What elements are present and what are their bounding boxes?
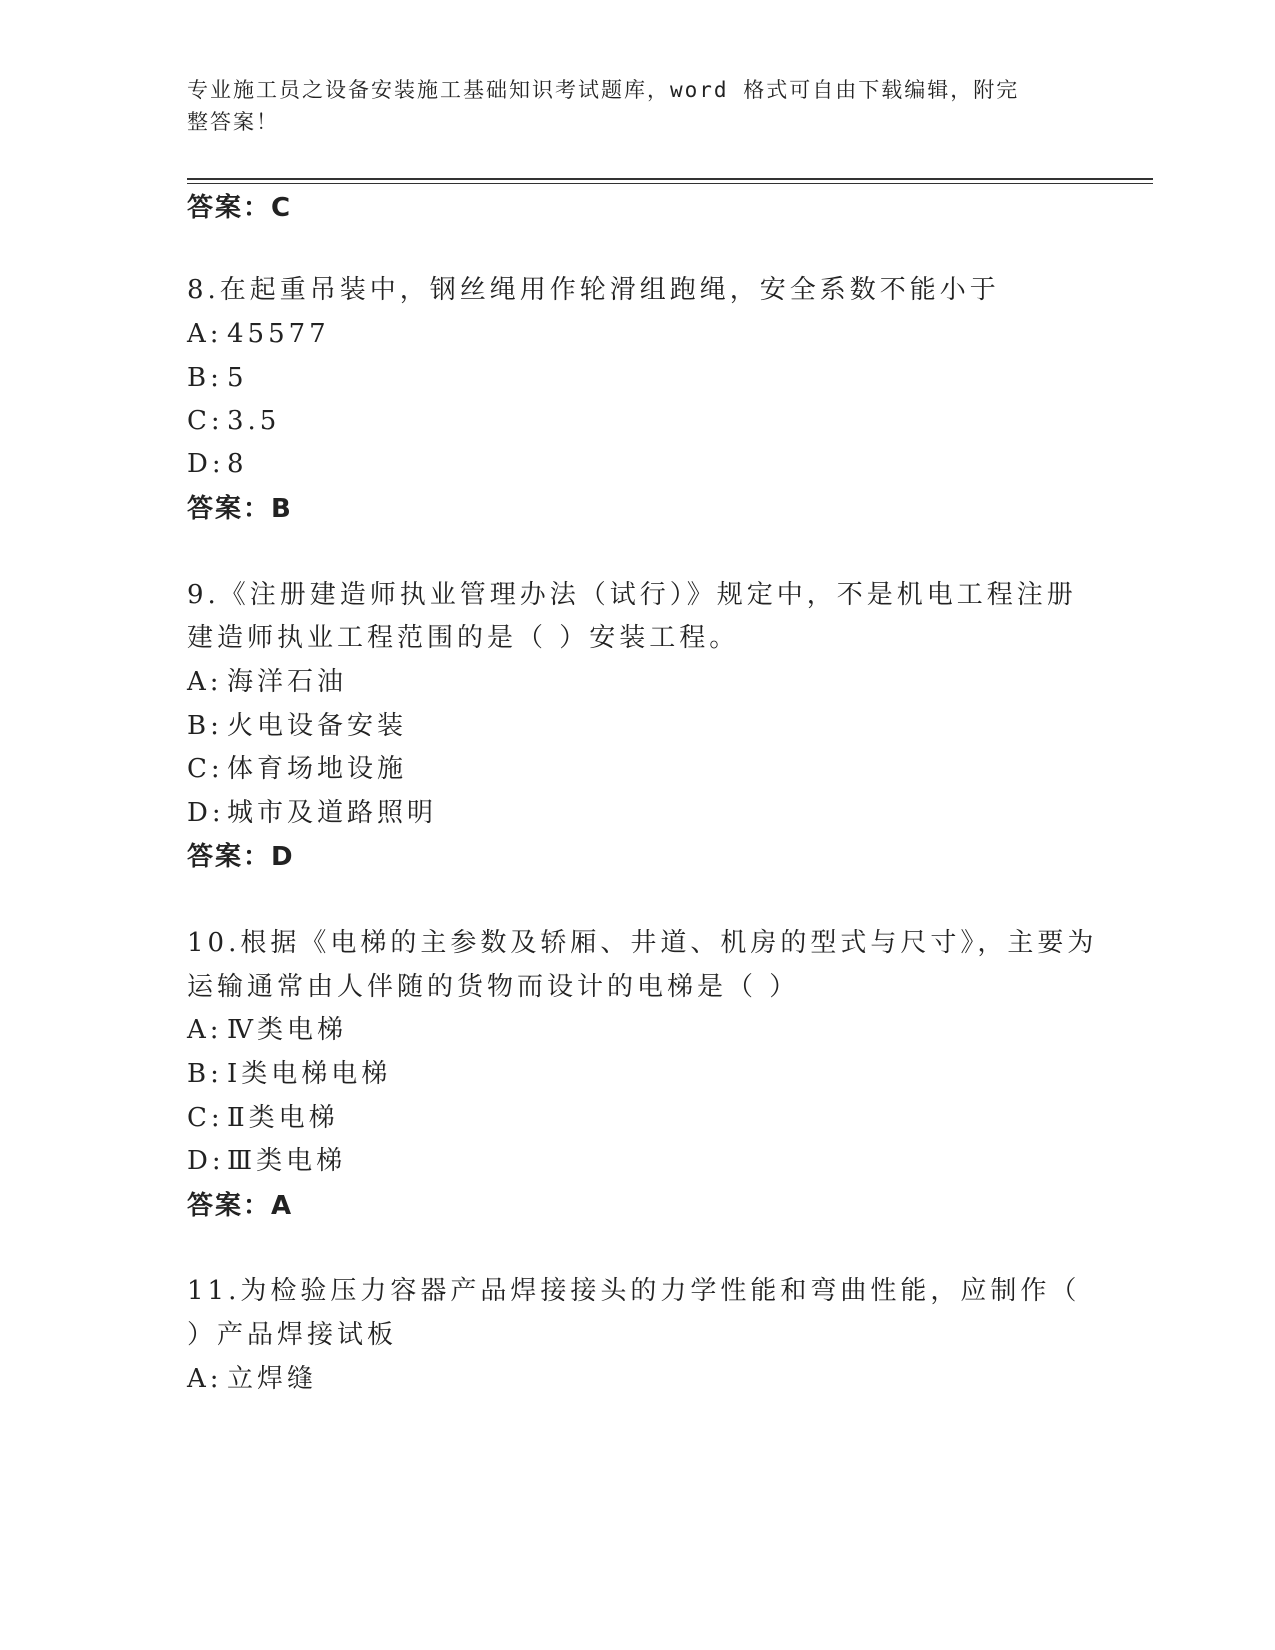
option-label: B: [187, 711, 223, 741]
question-11-stem-line-1: 11.为检验压力容器产品焊接接头的力学性能和弯曲性能，应制作（ [187, 1276, 1081, 1306]
option-text: 5 [227, 363, 248, 393]
question-9-option-c [187, 751, 407, 787]
question-10-stem-line-1: 10.根据《电梯的主参数及轿厢、井道、机房的型式与尺寸》，主要为 [187, 928, 1098, 958]
option-label: C: [187, 754, 224, 784]
question-8-stem: 8.在起重吊装中，钢丝绳用作轮滑组跑绳，安全系数不能小于 [187, 275, 1000, 305]
option-label: D: [187, 798, 225, 828]
option-label: A: [187, 1364, 223, 1394]
option-label: A: [187, 1015, 223, 1045]
question-8-option-b [187, 360, 248, 396]
option-text: 8 [227, 449, 248, 479]
question-10-answer: 答案：A [187, 1191, 294, 1221]
option-label: C: [187, 406, 224, 436]
option-label: A: [187, 319, 223, 349]
question-10-option-c [187, 1100, 339, 1136]
header-line-2: 整答案！ [187, 110, 279, 134]
header-divider-thin [187, 183, 1153, 184]
option-text: 立焊缝 [227, 1364, 318, 1394]
question-10-option-d [187, 1143, 346, 1179]
question-9-stem-line-2: 建造师执业工程范围的是（ ）安装工程。 [187, 623, 740, 653]
question-9-option-d [187, 795, 437, 831]
question-8-option-c [187, 403, 280, 439]
question-9-answer: 答案：D [187, 842, 295, 872]
option-text: 体育场地设施 [227, 754, 408, 784]
question-11-stem-line-2: ）产品焊接试板 [187, 1320, 398, 1350]
option-label: C: [187, 1103, 224, 1133]
option-text: 城市及道路照明 [227, 798, 438, 828]
header-divider-thick [187, 178, 1153, 180]
option-text: Ⅱ类电梯 [227, 1103, 339, 1133]
option-text: Ⅰ类电梯电梯 [227, 1059, 392, 1089]
option-label: A: [187, 667, 223, 697]
question-9-stem-line-1: 9.《注册建造师执业管理办法（试行）》规定中，不是机电工程注册 [187, 580, 1077, 610]
document-header [187, 74, 1087, 138]
option-text: 3.5 [227, 406, 281, 436]
option-text: 火电设备安装 [227, 711, 408, 741]
header-line-1: 专业施工员之设备安装施工基础知识考试题库，word 格式可自由下载编辑，附完 [187, 78, 1020, 102]
question-8-answer: 答案：B [187, 494, 293, 524]
option-text: Ⅳ类电梯 [227, 1015, 347, 1045]
option-label: B: [187, 363, 223, 393]
question-9-option-a [187, 664, 347, 700]
question-8-option-a [187, 316, 330, 352]
option-label: D: [187, 1146, 225, 1176]
question-9-option-b [187, 708, 407, 744]
question-11-option-a [187, 1361, 317, 1397]
question-10-option-b [187, 1056, 391, 1092]
option-text: 海洋石油 [227, 667, 348, 697]
previous-answer: 答案：C [187, 193, 293, 223]
option-label: B: [187, 1059, 223, 1089]
option-label: D: [187, 449, 225, 479]
question-10-option-a [187, 1012, 347, 1048]
option-text: 45577 [227, 319, 330, 349]
question-8-option-d [187, 446, 248, 482]
question-10-stem-line-2: 运输通常由人伴随的货物而设计的电梯是（ ） [187, 972, 800, 1002]
option-text: Ⅲ类电梯 [227, 1146, 347, 1176]
